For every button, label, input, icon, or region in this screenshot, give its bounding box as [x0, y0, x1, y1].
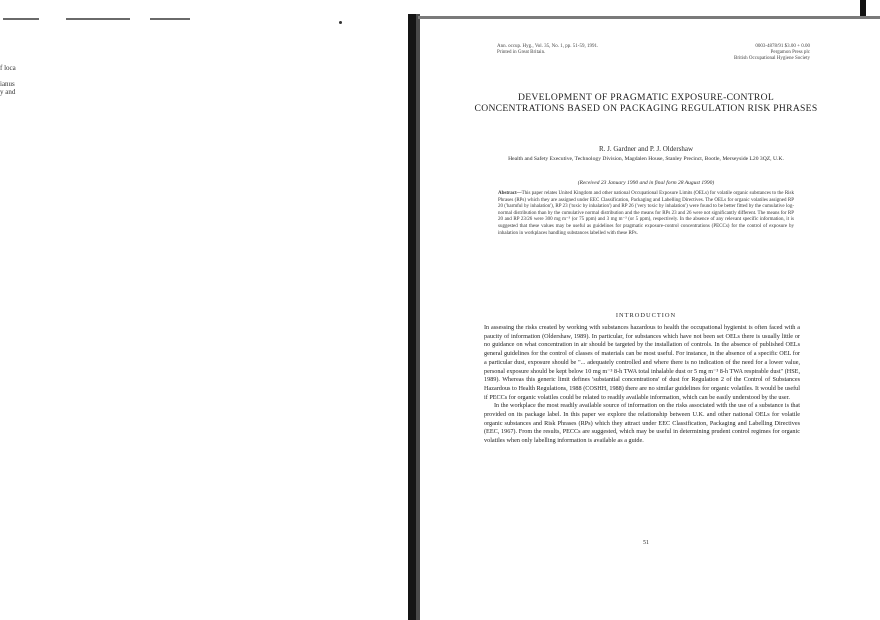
journal-publisher-line: British Occupational Hygiene Society [734, 56, 810, 61]
scan-corner-mark [860, 0, 866, 16]
section-heading-introduction: INTRODUCTION [615, 312, 677, 319]
left-page-rule [150, 18, 190, 20]
page-top-edge [418, 16, 880, 19]
journal-publisher [734, 44, 810, 62]
left-page-rule [3, 18, 39, 20]
author-affiliation: Health and Safety Executive, Technology Division, Magdalen House, Stanley Precinct, Bootle, Merseyside L20 3QZ, U.K. [508, 156, 784, 162]
body-paragraph: In the workplace the most readily available source of information on the risks associated with the use of a substance is that provided on its package label. In this paper we explore the relationship between U.K. and other national OELs for volatile organic substances and Risk Phrases (RPs) which they attract under EEC Classification, Packaging and Labelling Directives (EEC, 1967). From the results, PECCs are suggested, which may be useful in determining prudent control regimes for organic volatiles when only labelling information is available as a guide. [484, 402, 800, 445]
abstract [498, 191, 794, 237]
received-date: (Received 23 January 1990 and in final form 28 August 1990) [577, 180, 715, 186]
abstract-text: This paper relates United Kingdom and other national Occupational Exposure Limits (OELs) for volatile organic substances to the Risk Phrases (RPs) which they are assigned under EEC Classification, Packaging and Labelling Directives. The OELs for organic volatiles assigned RP 20 ('harmful by inhalation'), RP 23 ('toxic by inhalation') and RP 26 ('very toxic by inhalation') were found to be better fitted by the cumulative log-normal distribution than by the cumulative normal distribution and the means for RPs 23 and 26 were not significantly different. The means for RP 20 and RP 23/26 were 300 mg m⁻³ (or 75 ppm) and 3 mg m⁻³ (or 5 ppm), respectively. In the absence of any relevant specific information, it is suggested that these values may be useful as guidelines for pragmatic exposure-control concentrations (PECCs) for the control of exposure by inhalation in workplaces handling substances labelled with these RPs. [498, 191, 794, 236]
left-page-fragment: ianus [0, 80, 15, 88]
journal-citation [497, 44, 598, 56]
body-paragraph: In assessing the risks created by working with substances hazardous to health the occupational hygienist is often faced with a paucity of information (Oldershaw, 1989). In particular, for substances which have not been set OELs there is usually little or no guidance on what concentration in air should be targeted by the installation of controls. In the absence of published OELs general guidelines for the control of classes of materials can be most useful. For instance, in the absence of a specific OEL for a particular dust, exposure should be "... adequately controlled and where there is no indication of the need for a lower value, personal exposure should be kept below 10 mg m⁻³ 8-h TWA total inhalable dust or 5 mg m⁻³ 8-h TWA respirable dust" (HSE, 1989). Whereas this generic limit defines 'substantial concentrations' of dust for Regulation 2 of the Control of Substances Hazardous to Health Regulations, 1988 (COSHH, 1988) there are no similar guidelines for organic volatiles. It would be useful if PECCs for organic volatiles could be related to readily available information, which can be easily understood by the user. [484, 324, 800, 401]
page-number: 51 [643, 540, 649, 546]
journal-publisher-line: Pergamon Press plc [770, 50, 810, 55]
introduction-body [484, 324, 800, 446]
paper-title: DEVELOPMENT OF PRAGMATIC EXPOSURE-CONTROL CONCENTRATIONS BASED ON PACKAGING REGULATION RISK PHRASES [474, 92, 818, 114]
paper-authors: R. J. Gardner and P. J. Oldershaw [598, 145, 694, 153]
abstract-label: Abstract— [498, 191, 522, 196]
speck-mark [339, 21, 342, 24]
left-page-fragment: y and [0, 88, 16, 96]
journal-publisher-line: 0003-4878/91 $3.00 + 0.00 [755, 44, 810, 49]
left-page-rule [66, 18, 130, 20]
left-page-fragment: f loca [0, 64, 16, 72]
book-spine-edge [416, 14, 420, 620]
journal-citation-line: Ann. occup. Hyg., Vol. 35, No. 1, pp. 51-59, 1991. [497, 44, 599, 49]
journal-citation-line: Printed in Great Britain. [497, 50, 546, 55]
